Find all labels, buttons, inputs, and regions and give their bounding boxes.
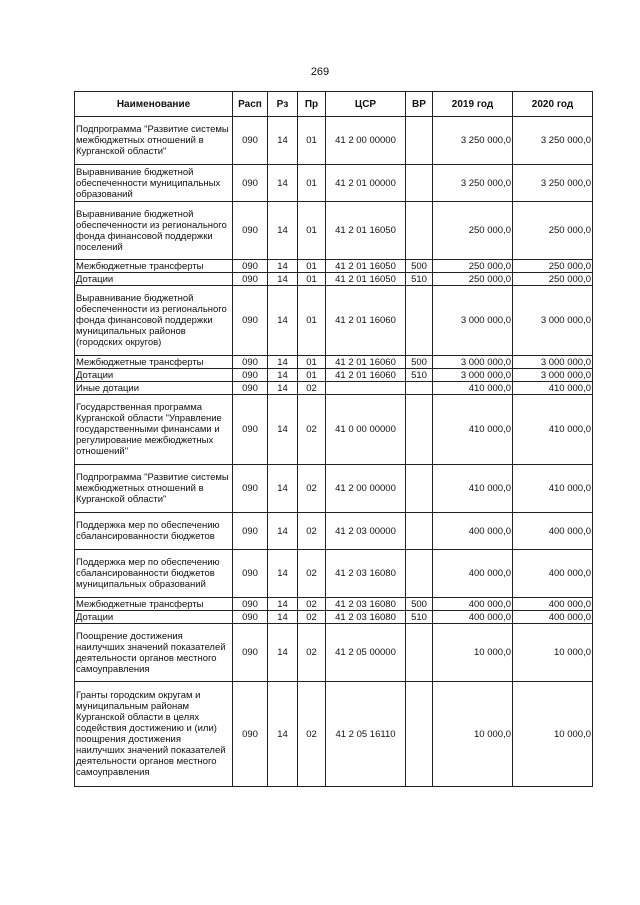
cell-vr — [406, 624, 433, 682]
cell-2019: 10 000,0 — [433, 624, 513, 682]
cell-vr: 510 — [406, 273, 433, 286]
cell-rz: 14 — [268, 286, 298, 356]
cell-rz: 14 — [268, 165, 298, 202]
cell-csr: 41 2 00 00000 — [326, 465, 406, 513]
cell-2020: 410 000,0 — [513, 465, 593, 513]
cell-rz: 14 — [268, 465, 298, 513]
cell-2020: 10 000,0 — [513, 624, 593, 682]
cell-pr: 02 — [298, 611, 326, 624]
table-row — [75, 117, 593, 165]
cell-name: Поощрение достижения наилучших значений показателей деятельности органов местного самоуправления — [75, 624, 233, 682]
cell-2019: 10 000,0 — [433, 682, 513, 787]
header-2020: 2020 год — [513, 92, 593, 117]
cell-csr: 41 2 03 00000 — [326, 513, 406, 550]
cell-rasp: 090 — [233, 202, 268, 260]
header-csr: ЦСР — [326, 92, 406, 117]
cell-name: Дотации — [75, 273, 233, 286]
table-row — [75, 395, 593, 465]
cell-csr: 41 2 05 00000 — [326, 624, 406, 682]
cell-rasp: 090 — [233, 682, 268, 787]
table-row — [75, 465, 593, 513]
cell-name: Выравнивание бюджетной обеспеченности муниципальных образований — [75, 165, 233, 202]
cell-2019: 400 000,0 — [433, 513, 513, 550]
cell-vr — [406, 550, 433, 598]
cell-csr: 41 2 03 16080 — [326, 611, 406, 624]
cell-name: Иные дотации — [75, 382, 233, 395]
cell-csr: 41 0 00 00000 — [326, 395, 406, 465]
cell-rz: 14 — [268, 624, 298, 682]
cell-2019: 3 250 000,0 — [433, 117, 513, 165]
cell-rasp: 090 — [233, 513, 268, 550]
cell-name: Выравнивание бюджетной обеспеченности из регионального фонда финансовой поддержки муниципальных районов (городских округов) — [75, 286, 233, 356]
table-row — [75, 598, 593, 611]
cell-2019: 3 000 000,0 — [433, 286, 513, 356]
cell-name: Подпрограмма "Развитие системы межбюджетных отношений в Курганской области" — [75, 117, 233, 165]
cell-rasp: 090 — [233, 382, 268, 395]
cell-vr: 510 — [406, 611, 433, 624]
cell-rasp: 090 — [233, 273, 268, 286]
header-rz: Рз — [268, 92, 298, 117]
table-row — [75, 382, 593, 395]
cell-pr: 02 — [298, 624, 326, 682]
cell-vr — [406, 117, 433, 165]
table-row — [75, 682, 593, 787]
cell-csr — [326, 382, 406, 395]
cell-2020: 400 000,0 — [513, 550, 593, 598]
cell-csr: 41 2 05 16110 — [326, 682, 406, 787]
cell-2019: 400 000,0 — [433, 550, 513, 598]
cell-rz: 14 — [268, 611, 298, 624]
cell-rasp: 090 — [233, 286, 268, 356]
cell-vr: 510 — [406, 369, 433, 382]
cell-2019: 3 250 000,0 — [433, 165, 513, 202]
cell-pr: 02 — [298, 465, 326, 513]
cell-2020: 400 000,0 — [513, 598, 593, 611]
cell-2020: 250 000,0 — [513, 260, 593, 273]
table-header-row — [75, 92, 593, 117]
cell-2019: 250 000,0 — [433, 260, 513, 273]
cell-vr: 500 — [406, 598, 433, 611]
cell-pr: 02 — [298, 395, 326, 465]
table-row — [75, 260, 593, 273]
cell-rasp: 090 — [233, 611, 268, 624]
cell-2020: 400 000,0 — [513, 513, 593, 550]
cell-rz: 14 — [268, 117, 298, 165]
cell-pr: 01 — [298, 165, 326, 202]
cell-rasp: 090 — [233, 165, 268, 202]
cell-rz: 14 — [268, 550, 298, 598]
cell-vr — [406, 286, 433, 356]
cell-name: Выравнивание бюджетной обеспеченности из регионального фонда финансовой поддержки поселений — [75, 202, 233, 260]
cell-pr: 01 — [298, 356, 326, 369]
cell-pr: 02 — [298, 550, 326, 598]
table-row — [75, 624, 593, 682]
cell-2020: 3 000 000,0 — [513, 286, 593, 356]
cell-csr: 41 2 01 00000 — [326, 165, 406, 202]
budget-table — [74, 91, 593, 787]
cell-2020: 3 000 000,0 — [513, 369, 593, 382]
cell-name: Гранты городским округам и муниципальным районам Курганской области в целях содействия достижению и (или) поощрения достижения наилучших значений показателей деятельности органов местного самоуправления — [75, 682, 233, 787]
cell-pr: 01 — [298, 286, 326, 356]
cell-name: Дотации — [75, 369, 233, 382]
cell-rz: 14 — [268, 382, 298, 395]
cell-name: Государственная программа Курганской области "Управление государственными финансами и регулирование межбюджетных отношений" — [75, 395, 233, 465]
cell-rz: 14 — [268, 369, 298, 382]
cell-vr — [406, 395, 433, 465]
header-rasp: Расп — [233, 92, 268, 117]
cell-2020: 400 000,0 — [513, 611, 593, 624]
table-row — [75, 286, 593, 356]
cell-csr: 41 2 03 16080 — [326, 550, 406, 598]
cell-2019: 3 000 000,0 — [433, 369, 513, 382]
cell-rasp: 090 — [233, 117, 268, 165]
cell-pr: 01 — [298, 202, 326, 260]
cell-rz: 14 — [268, 202, 298, 260]
cell-rasp: 090 — [233, 369, 268, 382]
cell-rz: 14 — [268, 682, 298, 787]
cell-csr: 41 2 01 16050 — [326, 273, 406, 286]
cell-pr: 02 — [298, 598, 326, 611]
table-row — [75, 202, 593, 260]
cell-name: Поддержка мер по обеспечению сбалансированности бюджетов муниципальных образований — [75, 550, 233, 598]
cell-pr: 01 — [298, 273, 326, 286]
cell-vr — [406, 513, 433, 550]
table-row — [75, 550, 593, 598]
cell-2019: 410 000,0 — [433, 382, 513, 395]
cell-name: Подпрограмма "Развитие системы межбюджетных отношений в Курганской области" — [75, 465, 233, 513]
cell-pr: 02 — [298, 682, 326, 787]
cell-2019: 250 000,0 — [433, 202, 513, 260]
cell-2020: 250 000,0 — [513, 202, 593, 260]
cell-rz: 14 — [268, 260, 298, 273]
cell-rasp: 090 — [233, 465, 268, 513]
header-pr: Пр — [298, 92, 326, 117]
cell-rz: 14 — [268, 273, 298, 286]
cell-csr: 41 2 01 16060 — [326, 286, 406, 356]
cell-rasp: 090 — [233, 260, 268, 273]
cell-2020: 410 000,0 — [513, 395, 593, 465]
cell-name: Межбюджетные трансферты — [75, 598, 233, 611]
table-row — [75, 356, 593, 369]
cell-rasp: 090 — [233, 550, 268, 598]
page-number: 269 — [310, 66, 330, 78]
cell-vr — [406, 202, 433, 260]
cell-name: Межбюджетные трансферты — [75, 356, 233, 369]
cell-vr: 500 — [406, 260, 433, 273]
cell-rasp: 090 — [233, 624, 268, 682]
table-row — [75, 369, 593, 382]
table-row — [75, 165, 593, 202]
cell-2019: 3 000 000,0 — [433, 356, 513, 369]
table-row — [75, 513, 593, 550]
cell-pr: 02 — [298, 382, 326, 395]
cell-2019: 400 000,0 — [433, 611, 513, 624]
cell-2019: 410 000,0 — [433, 395, 513, 465]
cell-rasp: 090 — [233, 395, 268, 465]
cell-rasp: 090 — [233, 356, 268, 369]
cell-2019: 410 000,0 — [433, 465, 513, 513]
cell-2020: 3 250 000,0 — [513, 117, 593, 165]
cell-vr — [406, 382, 433, 395]
cell-name: Дотации — [75, 611, 233, 624]
cell-2019: 250 000,0 — [433, 273, 513, 286]
cell-csr: 41 2 01 16050 — [326, 260, 406, 273]
cell-csr: 41 2 01 16060 — [326, 356, 406, 369]
table-row — [75, 611, 593, 624]
cell-vr — [406, 682, 433, 787]
cell-name: Межбюджетные трансферты — [75, 260, 233, 273]
cell-rasp: 090 — [233, 598, 268, 611]
cell-rz: 14 — [268, 598, 298, 611]
cell-name: Поддержка мер по обеспечению сбалансированности бюджетов — [75, 513, 233, 550]
cell-csr: 41 2 00 00000 — [326, 117, 406, 165]
header-name: Наименование — [75, 92, 233, 117]
cell-csr: 41 2 01 16060 — [326, 369, 406, 382]
cell-pr: 01 — [298, 369, 326, 382]
cell-2020: 3 000 000,0 — [513, 356, 593, 369]
header-vr: ВР — [406, 92, 433, 117]
cell-vr — [406, 165, 433, 202]
cell-2019: 400 000,0 — [433, 598, 513, 611]
cell-rz: 14 — [268, 356, 298, 369]
cell-csr: 41 2 01 16050 — [326, 202, 406, 260]
cell-pr: 01 — [298, 117, 326, 165]
table-row — [75, 273, 593, 286]
header-2019: 2019 год — [433, 92, 513, 117]
cell-pr: 01 — [298, 260, 326, 273]
cell-2020: 3 250 000,0 — [513, 165, 593, 202]
cell-2020: 250 000,0 — [513, 273, 593, 286]
cell-csr: 41 2 03 16080 — [326, 598, 406, 611]
cell-2020: 410 000,0 — [513, 382, 593, 395]
cell-rz: 14 — [268, 513, 298, 550]
cell-rz: 14 — [268, 395, 298, 465]
cell-vr — [406, 465, 433, 513]
cell-vr: 500 — [406, 356, 433, 369]
cell-pr: 02 — [298, 513, 326, 550]
cell-2020: 10 000,0 — [513, 682, 593, 787]
